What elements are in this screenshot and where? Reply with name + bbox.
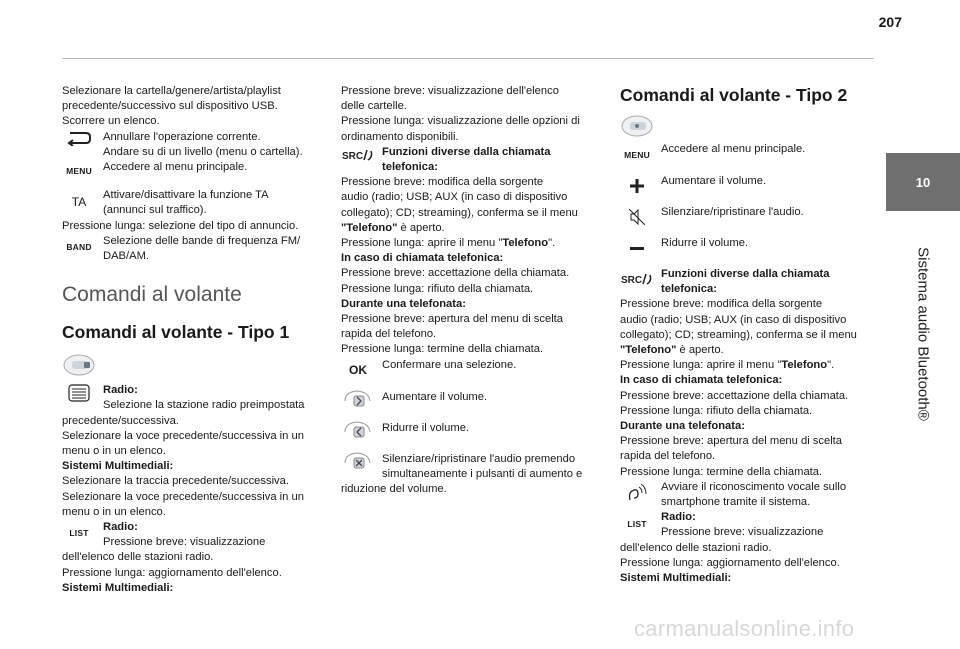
chapter-title-tab [886,211,960,456]
text-line: ordinamento disponibili. [341,130,459,143]
telefono-label: "Telefono" [341,221,398,234]
menu-icon: MENU [66,166,92,177]
band-icon: BAND [66,242,92,253]
radio-scroll-icon [62,385,96,401]
text-line: dell'elenco delle stazioni radio. [620,541,772,554]
text-line: Pressione breve: visualizzazione [103,536,266,549]
chapter-tab [886,153,960,211]
column-1 [62,84,330,596]
text-line: Pressione breve: modifica della sorgente [341,176,544,189]
text-line: riduzione del volume. [341,483,447,496]
text-line: smartphone tramite il sistema. [661,496,811,509]
text-line: Selezionare la voce precedente/successiva in un [62,490,304,503]
text-line [341,236,609,251]
text-line: telefonica: [382,161,438,174]
text-line: telefonica: [661,283,717,296]
text-fragment: ". [827,359,835,372]
text-fragment: è aperto. [676,344,724,357]
svg-text:SRC: SRC [621,275,643,286]
volume-down-entry [620,236,882,262]
chapter-title: Sistema audio Bluetooth® [914,246,932,421]
src-entry [620,267,882,297]
text-line [620,343,882,358]
plus-icon [620,178,654,194]
list-icon: LIST [69,528,89,539]
text-line: Pressione lunga: aggiornamento dell'elenco. [62,566,282,579]
text-line: collegato); CD; streaming), conferma se il menu [620,328,857,341]
menu-entry [62,160,330,175]
back-arrow-icon [62,130,96,146]
text-line: Pressione breve: visualizzazione dell'elenco [341,85,559,97]
text-line: Funzioni diverse dalla chiamata [661,268,830,280]
text-line [620,358,882,373]
text-line: dell'elenco delle stazioni radio. [62,551,214,564]
text-line: Pressione breve: modifica della sorgente [620,298,823,311]
text-line: DAB/AM. [103,250,150,263]
ok-entry [341,358,609,384]
text-line: simultaneamente i pulsanti di aumento e [382,467,583,480]
text-fragment: ". [548,237,556,250]
volume-up-entry [341,390,609,418]
ta-icon: TA [71,194,87,209]
mute-entry [620,205,882,231]
text-line: menu o in un elenco. [62,505,166,518]
text-line: Pressione lunga: aggiornamento dell'elenco. [620,556,840,569]
mute-icon [341,454,375,470]
menu-entry [620,142,882,168]
radio-entry [62,383,330,413]
back-entry [62,130,330,160]
volume-up-entry [620,174,882,200]
text-line: Scorrere un elenco. [62,115,160,128]
text-line: Pressione lunga: rifiuto della chiamata. [341,282,534,295]
text-line: Radio: [103,521,138,534]
text-line: Pressione breve: accettazione della chiamata. [620,389,849,402]
column-2 [341,84,609,497]
text-line: rapida del telefono. [341,328,437,341]
column-3 [620,84,882,586]
text-line: Selezione la stazione radio preimpostata [103,399,305,412]
section-heading: Comandi al volante [62,283,242,307]
text-line: Pressione breve: accettazione della chiamata. [341,267,570,280]
text-line: In caso di chiamata telefonica: [341,252,504,265]
src-phone-icon [620,271,654,287]
src-entry [341,145,609,175]
text-line: Ridurre il volume. [661,237,749,249]
text-line: Pressione breve: visualizzazione [661,526,824,539]
voice-entry [620,480,882,510]
list-entry [620,510,882,540]
text-line: precedente/successiva. [62,414,179,427]
text-line: Radio: [103,384,138,397]
text-line: Andare su di un livello (menu o cartella). [103,145,303,158]
list-icon: LIST [627,518,647,529]
text-line: audio (radio; USB; AUX (in caso di dispositivo [620,313,847,326]
steering-wheel-icon [620,114,882,136]
header-rule [62,58,874,59]
text-line: (annunci sul traffico). [103,204,207,217]
text-line: Sistemi Multimediali: [620,572,732,585]
watermark: carmanualsonline.info [634,616,855,641]
text-fragment: Pressione lunga: aprire il menu " [341,237,503,250]
text-line: Pressione lunga: visualizzazione delle opzioni di [341,115,580,128]
minus-icon [620,241,654,257]
mute-icon [620,209,654,225]
menu-icon: MENU [624,150,650,161]
text-line: collegato); CD; streaming), conferma se il menu [341,206,578,219]
text-line: Pressione lunga: termine della chiamata. [620,465,823,478]
text-line: Selezionare la cartella/genere/artista/playlist [62,85,281,97]
text-line: Accedere al menu principale. [661,143,806,155]
text-line: Selezionare la voce precedente/successiva in un [62,429,304,442]
src-phone-icon [341,147,375,163]
text-line: Ridurre il volume. [382,421,470,434]
volume-down-icon [341,423,375,439]
volume-up-icon [341,392,375,408]
chapter-number: 10 [915,174,931,190]
text-line: Aumentare il volume. [661,175,767,187]
text-line: delle cartelle. [341,100,407,113]
text-fragment: Pressione lunga: aprire il menu " [620,359,782,372]
text-line: Pressione breve: apertura del menu di scelta [620,435,843,448]
telefono-label: "Telefono" [620,344,677,357]
text-line: menu o in un elenco. [62,445,166,458]
text-line: Pressione lunga: selezione del tipo di annuncio. [62,219,299,232]
ta-entry [62,188,330,218]
text-line: Accedere al menu principale. [103,161,248,174]
telefono-label: Telefono [502,237,549,250]
steering-wheel-icon [62,353,330,375]
telefono-label: Telefono [781,359,828,372]
list-entry [62,520,330,550]
text-line: Sistemi Multimediali: [62,581,174,594]
text-line: Aumentare il volume. [382,390,488,403]
text-line: Sistemi Multimediali: [62,460,174,473]
text-line: audio (radio; USB; AUX (in caso di dispositivo [341,191,568,204]
ok-icon: OK [349,363,367,378]
text-line: rapida del telefono. [620,450,716,463]
page-number: 207 [878,14,902,30]
text-line: Selezionare la traccia precedente/successiva. [62,475,289,488]
text-line: Funzioni diverse dalla chiamata [382,145,551,158]
band-entry [62,234,330,264]
text-fragment: è aperto. [397,221,445,234]
text-line: Radio: [661,511,696,524]
text-line: precedente/successivo sul dispositivo USB. [62,100,278,113]
subsection-heading: Comandi al volante - Tipo 1 [62,322,290,343]
text-line: Durante una telefonata: [620,420,745,433]
text-line: Confermare una selezione. [382,358,517,371]
text-line: Silenziare/ripristinare l'audio. [661,206,804,218]
text-line: Avviare il riconoscimento vocale sullo [661,480,847,493]
svg-text:SRC: SRC [342,150,364,162]
subsection-heading: Comandi al volante - Tipo 2 [620,85,848,105]
text-line: Durante una telefonata: [341,297,466,310]
mute-entry [341,452,609,482]
voice-icon [620,484,654,500]
volume-down-entry [341,421,609,449]
text-line: Pressione lunga: rifiuto della chiamata. [620,404,813,417]
text-line: Annullare l'operazione corrente. [103,130,261,143]
text-line: In caso di chiamata telefonica: [620,374,783,387]
text-line: Pressione breve: apertura del menu di scelta [341,313,564,326]
text-line: Pressione lunga: termine della chiamata. [341,343,544,356]
text-line [341,221,609,236]
text-line: Attivare/disattivare la funzione TA [103,189,269,202]
text-line: Silenziare/ripristinare l'audio premendo [382,452,576,465]
text-line: Selezione delle bande di frequenza FM/ [103,234,301,247]
